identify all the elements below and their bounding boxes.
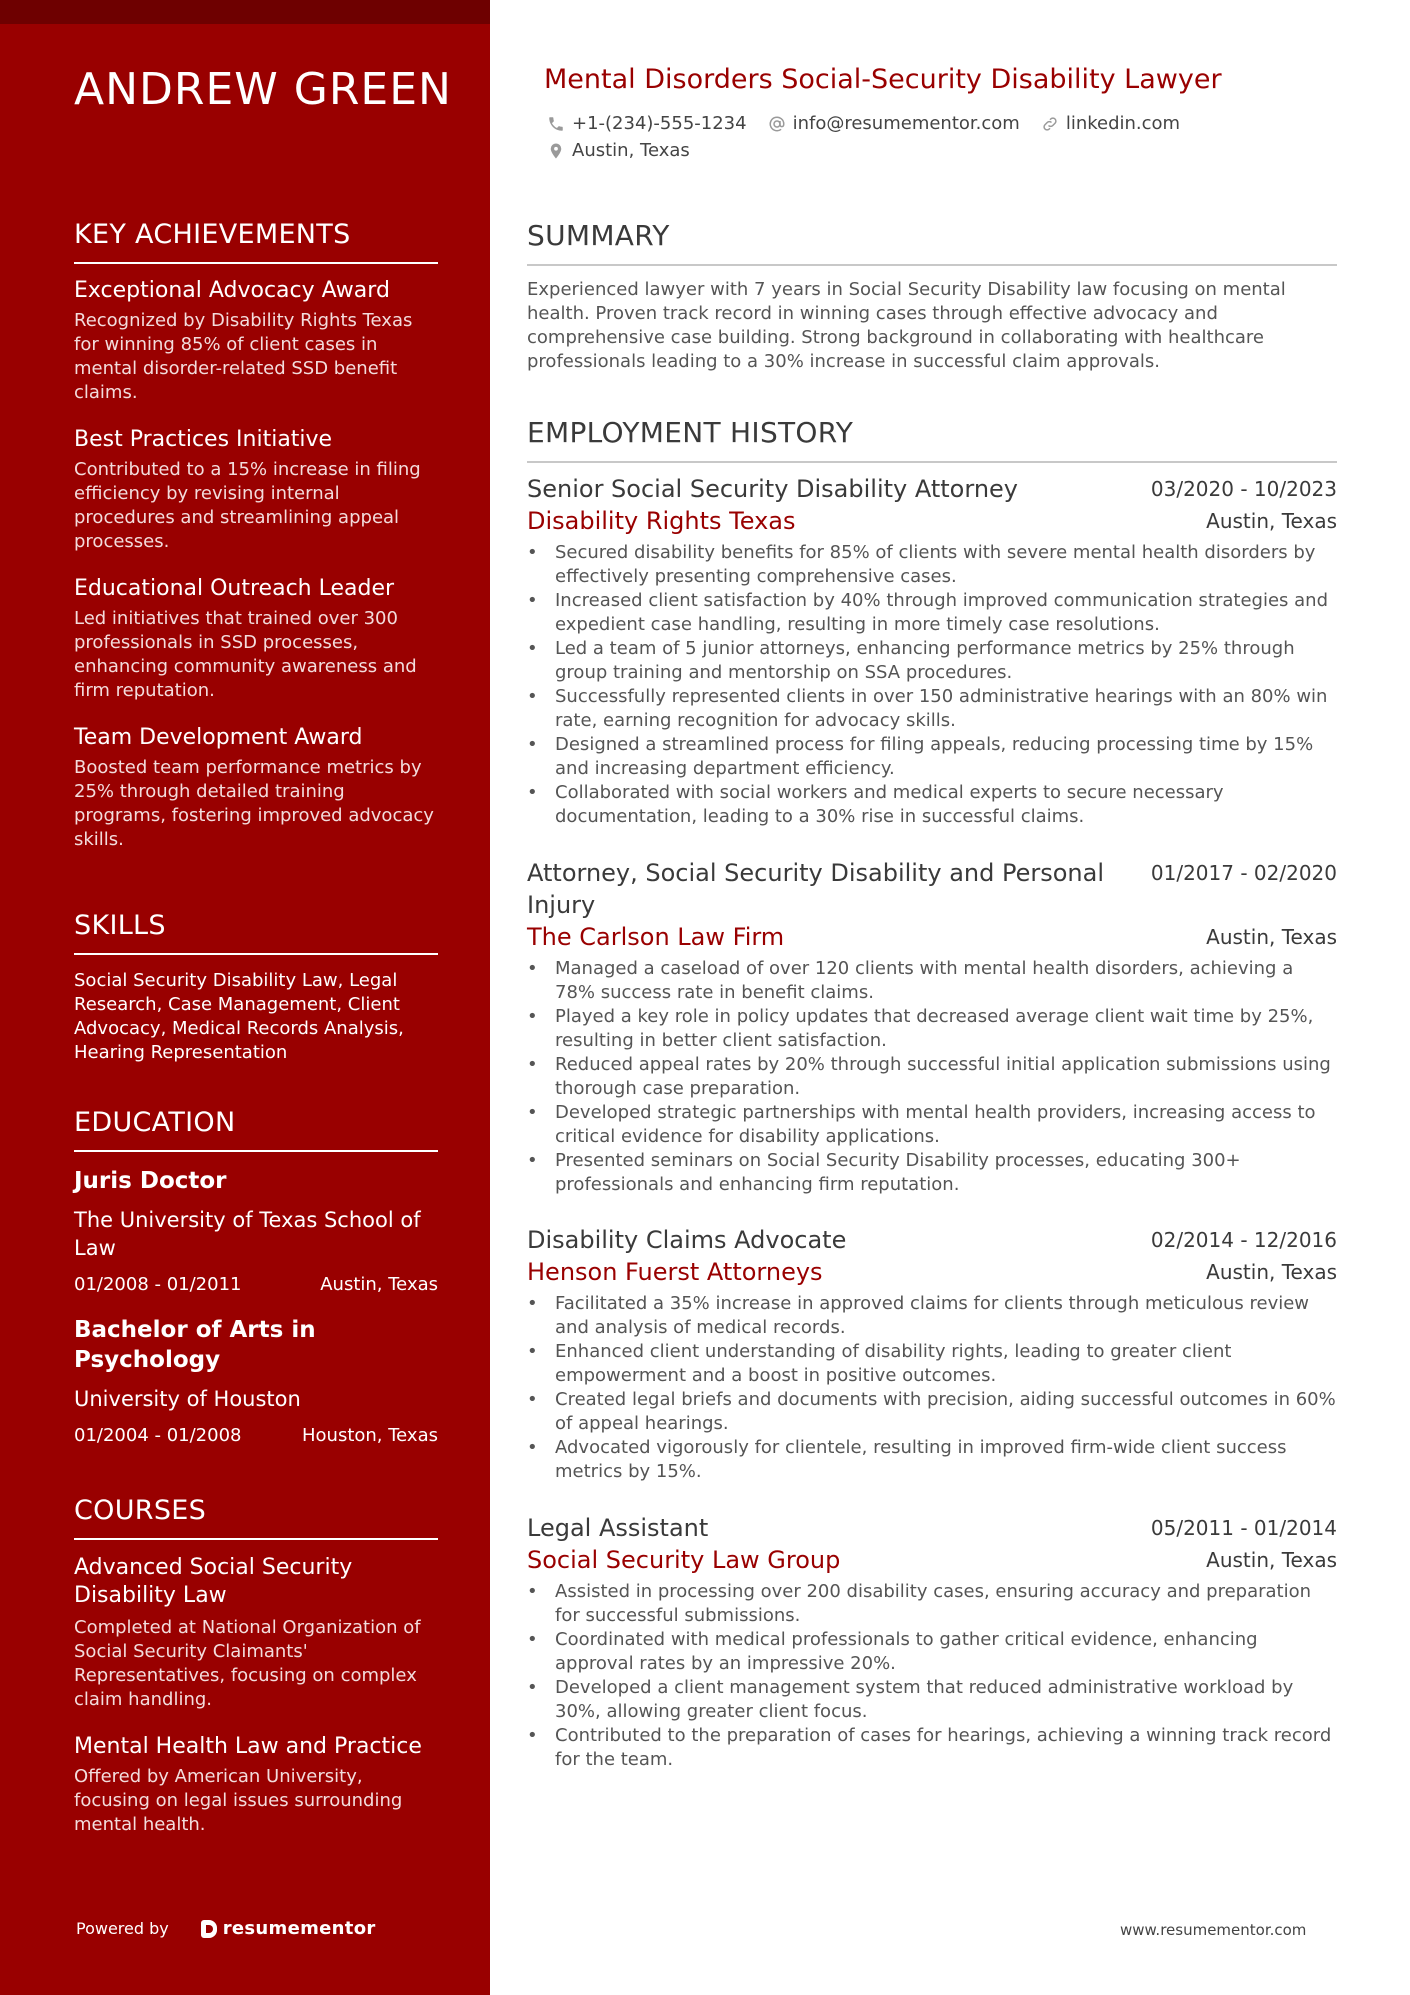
job-role: Senior Social Security Disability Attorney [527,475,1018,503]
job-bullets [527,1580,1337,1772]
course-description: Completed at National Organization of Social Security Claimants' Representatives, focusing on complex claim handling. [74,1617,421,1710]
education-school: The University of Texas School of Law [74,1208,421,1260]
education-section [74,1107,438,1466]
bullet-item: • Facilitated a 35% increase in approved claims for clients through meticulous review and analysis of medical records. [527,1292,1337,1340]
contact-row [546,113,1200,134]
job-dates: 02/2014 - 12/2016 [1150,1228,1337,1252]
job-role: Legal Assistant [527,1514,709,1542]
phone-icon [546,114,566,134]
course-item [74,1734,438,1837]
achievement-description: Contributed to a 15% increase in filing efficiency by revising internal procedures and streamlining appeal processes. [74,459,421,552]
contact-phone [546,113,747,134]
linkedin-text: linkedin.com [1065,113,1181,134]
bullet-item: • Developed strategic partnerships with mental health providers, increasing access to critical evidence for disability applications. [527,1101,1337,1149]
bullet-item: • Designed a streamlined process for filing appeals, reducing processing time by 15% and increasing department efficiency. [527,733,1337,781]
sidebar [0,0,490,1995]
achievement-item [74,576,438,703]
education-location: Austin, Texas [320,1274,438,1295]
job-company: Social Security Law Group [527,1546,841,1574]
job-dates: 01/2017 - 02/2020 [1150,861,1337,885]
course-item [74,1554,438,1712]
job-location: Austin, Texas [1206,925,1337,949]
bullet-item: • Reduced appeal rates by 20% through successful initial application submissions using thorough case preparation. [527,1053,1337,1101]
achievement-title: Team Development Award [74,725,363,750]
job-dates: 05/2011 - 01/2014 [1150,1516,1337,1540]
footer-url[interactable]: www.resumementor.com [1120,1921,1307,1939]
courses-section [74,1495,438,1859]
education-item [74,1166,438,1295]
summary-text: Experienced lawyer with 7 years in Social Security Disability law focusing on mental health. Proven track record in winning cases through effective advocacy and comprehensive case building. Strong background in collaborating with healthcare professionals leading to a 30% increase in successful claim approvals. [527,279,1286,372]
summary-heading: SUMMARY [527,219,1337,266]
education-item [74,1315,438,1446]
at-icon [767,114,787,134]
bullet-item: • Played a key role in policy updates that decreased average client wait time by 25%, resulting in better client satisfaction. [527,1005,1337,1053]
email-text: info@resumementor.com [792,113,1020,134]
map-pin-icon [546,141,566,161]
skills-list: Social Security Disability Law, Legal Research, Case Management, Client Advocacy, Medical Records Analysis, Hearing Representation [74,970,404,1063]
key-achievements-section [74,219,438,874]
education-dates: 01/2008 - 01/2011 [74,1274,242,1295]
education-school: University of Houston [74,1387,301,1411]
bullet-item: • Increased client satisfaction by 40% through improved communication strategies and expedient case handling, resulting in more timely case resolutions. [527,589,1337,637]
job-location: Austin, Texas [1206,1548,1337,1572]
job-dates: 03/2020 - 10/2023 [1150,477,1337,501]
course-title: Advanced Social Security Disability Law [74,1555,353,1608]
headline: Mental Disorders Social-Security Disability Lawyer [544,64,1222,95]
bullet-item: • Successfully represented clients in over 150 administrative hearings with an 80% win rate, earning recognition for advocacy skills. [527,685,1337,733]
link-icon [1040,114,1060,134]
bullet-item: • Advocated vigorously for clientele, resulting in improved firm-wide client success metrics by 15%. [527,1436,1337,1484]
phone-text: +1-(234)-555-1234 [572,113,747,134]
bullet-item: • Presented seminars on Social Security Disability processes, educating 300+ professionals and enhancing firm reputation. [527,1149,1337,1197]
education-location: Houston, Texas [301,1425,438,1446]
job-role: Disability Claims Advocate [527,1226,847,1254]
course-title: Mental Health Law and Practice [74,1734,422,1759]
education-dates: 01/2004 - 01/2008 [74,1425,242,1446]
powered-by [76,1918,376,1939]
bullet-item: • Coordinated with medical professionals to gather critical evidence, enhancing approval rates by an impressive 20%. [527,1628,1337,1676]
job-location: Austin, Texas [1206,509,1337,533]
bullet-item: • Managed a caseload of over 120 clients with mental health disorders, achieving a 78% success rate in benefit claims. [527,957,1337,1005]
contact-row-location [546,140,710,161]
achievement-title: Best Practices Initiative [74,427,333,452]
job-entry [527,1224,1337,1484]
bullet-item: • Assisted in processing over 200 disability cases, ensuring accuracy and preparation for successful submissions. [527,1580,1337,1628]
achievement-item [74,278,438,405]
job-entry [527,473,1337,829]
achievement-description: Recognized by Disability Rights Texas for winning 85% of client cases in mental disorder-related SSD benefit claims. [74,310,413,403]
job-bullets [527,541,1337,829]
contact-location [546,140,690,161]
candidate-name: ANDREW GREEN [74,64,452,115]
job-entry [527,1512,1337,1772]
education-heading: EDUCATION [74,1107,438,1152]
courses-heading: COURSES [74,1495,438,1540]
resumementor-logo-icon [201,1920,217,1938]
skills-section [74,910,438,1065]
sidebar-top-bar [0,0,490,24]
education-degree: Bachelor of Arts in Psychology [74,1317,316,1373]
achievement-item [74,725,438,852]
bullet-item: • Led a team of 5 junior attorneys, enhancing performance metrics by 25% through group training and mentorship on SSA procedures. [527,637,1337,685]
education-degree: Juris Doctor [74,1168,227,1194]
achievement-title: Educational Outreach Leader [74,576,395,601]
job-entry [527,857,1337,1197]
brand-logo [201,1918,376,1939]
contact-email[interactable] [767,113,1020,134]
achievement-description: Led initiatives that trained over 300 professionals in SSD processes, enhancing community awareness and firm reputation. [74,608,417,701]
skills-heading: SKILLS [74,910,438,955]
achievement-description: Boosted team performance metrics by 25% through detailed training programs, fostering improved advocacy skills. [74,757,434,850]
bullet-item: • Contributed to the preparation of cases for hearings, achieving a winning track record for the team. [527,1724,1337,1772]
achievement-title: Exceptional Advocacy Award [74,278,390,303]
bullet-item: • Secured disability benefits for 85% of clients with severe mental health disorders by effectively presenting comprehensive cases. [527,541,1337,589]
brand-name: resumementor [222,1918,376,1939]
course-description: Offered by American University, focusing on legal issues surrounding mental health. [74,1766,403,1835]
location-text: Austin, Texas [572,140,690,161]
job-company: The Carlson Law Firm [527,923,785,951]
job-company: Henson Fuerst Attorneys [527,1258,823,1286]
contact-linkedin[interactable] [1040,113,1180,134]
job-role: Attorney, Social Security Disability and Personal Injury [527,859,1104,919]
achievement-item [74,427,438,554]
job-bullets [527,1292,1337,1484]
bullet-item: • Created legal briefs and documents with precision, aiding successful outcomes in 60% of appeal hearings. [527,1388,1337,1436]
powered-by-label: Powered by [76,1919,169,1938]
bullet-item: • Collaborated with social workers and medical experts to secure necessary documentation, leading to a 30% rise in successful claims. [527,781,1337,829]
bullet-item: • Developed a client management system that reduced administrative workload by 30%, allowing greater client focus. [527,1676,1337,1724]
key-achievements-heading: KEY ACHIEVEMENTS [74,219,438,264]
employment-heading: EMPLOYMENT HISTORY [527,416,1337,463]
job-bullets [527,957,1337,1197]
job-location: Austin, Texas [1206,1260,1337,1284]
job-company: Disability Rights Texas [527,507,796,535]
bullet-item: • Enhanced client understanding of disability rights, leading to greater client empowerment and a boost in positive outcomes. [527,1340,1337,1388]
